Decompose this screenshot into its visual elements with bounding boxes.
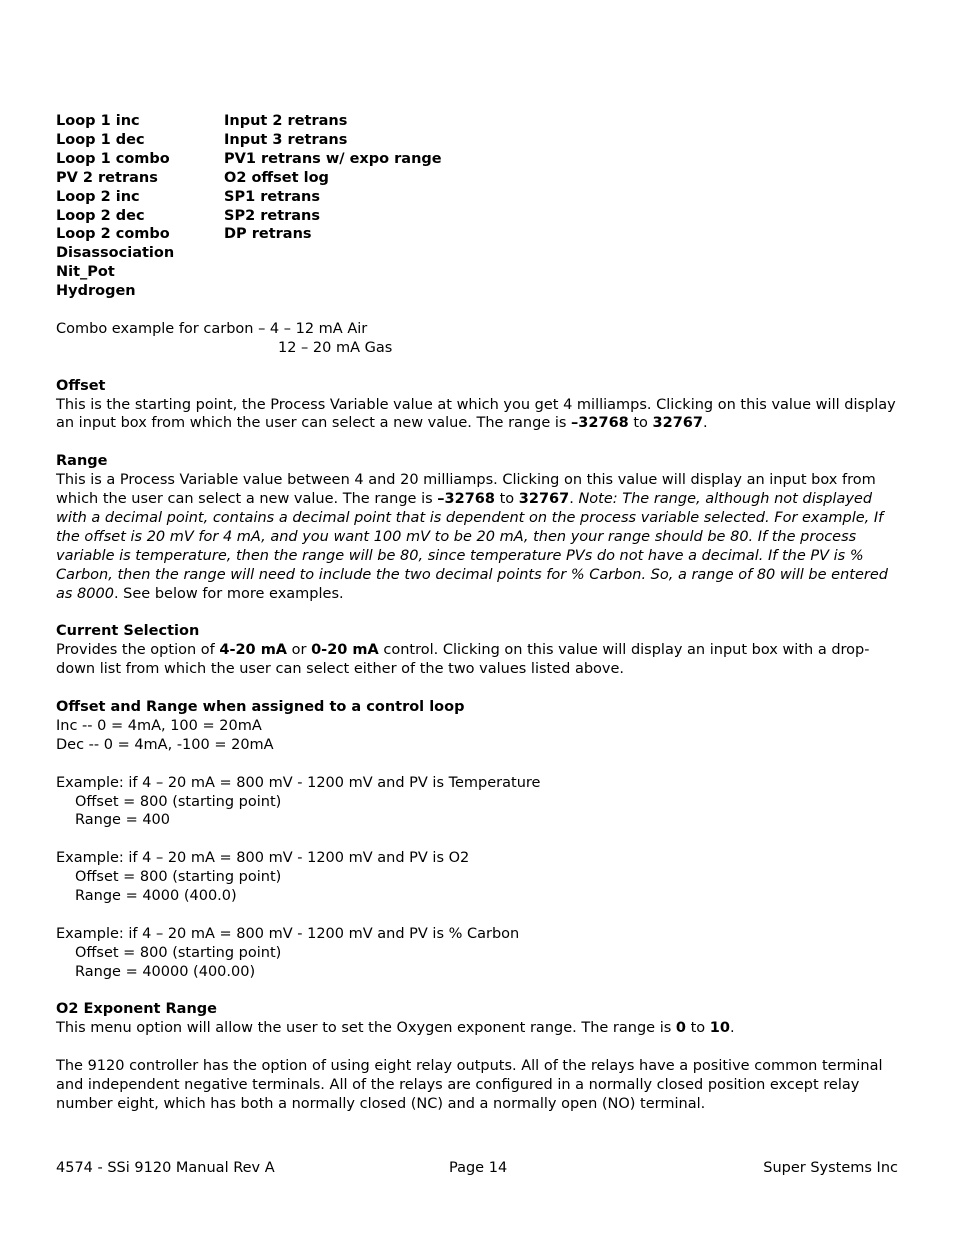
list-item: SP1 retrans <box>224 188 321 205</box>
list-item: PV1 retrans w/ expo range <box>224 150 442 167</box>
range-note: Note: The range, although not displayed with a decimal point, contains a decimal point that is dependent on the process variable selected. For example, If the offset is 20 mV for 4 mA, and you want 100 mV to be 20 mA, then your range should be 80. If the process variable is temperature, then the range will be 80, since temperature PVs do not have a decimal. If the PV is % Carbon, then the range will need to include the two decimal points for % Carbon. So, a range of 80 will be entered as 8000 <box>56 491 888 602</box>
range-heading: Range <box>56 453 108 470</box>
document-body <box>56 112 896 1114</box>
option-list-column-1 <box>56 112 224 301</box>
example-offset: Offset = 800 (starting point) <box>75 869 282 886</box>
list-item: O2 offset log <box>224 169 329 186</box>
list-item: Loop 1 inc <box>56 113 140 129</box>
list-item: DP retrans <box>224 226 312 243</box>
footer-page-number: Page 14 <box>449 1160 508 1176</box>
example-title: Example: if 4 – 20 mA = 800 mV - 1200 mV and PV is % Carbon <box>56 925 520 942</box>
list-item: Input 2 retrans <box>224 113 348 129</box>
control-loop-heading: Offset and Range when assigned to a control loop <box>56 699 465 716</box>
list-item: Loop 2 inc <box>56 188 140 205</box>
combo-example-line-1: Combo example for carbon – 4 – 12 mA Air <box>56 320 368 337</box>
offset-heading: Offset <box>56 377 106 394</box>
example-title: Example: if 4 – 20 mA = 800 mV - 1200 mV and PV is Temperature <box>56 774 541 791</box>
o2-exponent-paragraph: This menu option will allow the user to set the Oxygen exponent range. The range is 0 to 10. <box>56 1020 735 1037</box>
list-item: Loop 2 combo <box>56 226 170 243</box>
o2-exponent-heading: O2 Exponent Range <box>56 1001 218 1018</box>
list-item: PV 2 retrans <box>56 169 158 186</box>
list-item: SP2 retrans <box>224 207 321 224</box>
list-item: Loop 1 combo <box>56 150 170 167</box>
example-offset: Offset = 800 (starting point) <box>75 944 282 961</box>
example-range: Range = 40000 (400.00) <box>75 963 256 980</box>
list-item: Input 3 retrans <box>224 131 348 148</box>
combo-example-line-2: 12 – 20 mA Gas <box>278 339 393 356</box>
page-footer <box>56 1160 898 1180</box>
current-selection-paragraph: Provides the option of 4-20 mA or 0-20 mA control. Clicking on this value will display an input box with a drop-down list from which the user can select either of the two values listed above. <box>56 642 870 678</box>
footer-company: Super Systems Inc <box>763 1160 898 1176</box>
option-list-column-2 <box>224 112 524 301</box>
example-offset: Offset = 800 (starting point) <box>75 793 282 810</box>
example-range: Range = 400 <box>75 812 171 829</box>
loop-inc-line: Inc -- 0 = 4mA, 100 = 20mA <box>56 717 262 734</box>
relay-paragraph: The 9120 controller has the option of using eight relay outputs. All of the relays have a positive common terminal and independent negative terminals. All of the relays are configured in a normally closed position except relay number eight, which has both a normally closed (NC) and a normally open (NO) terminal. <box>56 1058 883 1112</box>
range-paragraph: This is a Process Variable value between 4 and 20 milliamps. Clicking on this value will display an input box from which the user can select a new value. The range is –32768 to 32767. Note: The range, although not displayed with a decimal point, contains a decimal point that is dependent on the process variable selected. For example, If the offset is 20 mV for 4 mA, and you want 100 mV to be 20 mA, then your range should be 80. If the process variable is temperature, then the range will be 80, since temperature PVs do not have a decimal. If the PV is % Carbon, then the range will need to include the two decimal points for % Carbon. So, a range of 80 will be entered as 8000. See below for more examples. <box>56 472 888 602</box>
current-selection-heading: Current Selection <box>56 623 200 640</box>
list-item: Hydrogen <box>56 283 136 300</box>
example-range: Range = 4000 (400.0) <box>75 888 237 905</box>
list-item: Disassociation <box>56 245 175 262</box>
loop-dec-line: Dec -- 0 = 4mA, -100 = 20mA <box>56 736 274 753</box>
offset-paragraph: This is the starting point, the Process Variable value at which you get 4 milliamps. Clicking on this value will display an input box from which the user can select a new value. The range is –32768 to 32767. <box>56 396 896 432</box>
list-item: Loop 2 dec <box>56 207 145 224</box>
list-item: Nit_Pot <box>56 264 115 281</box>
example-title: Example: if 4 – 20 mA = 800 mV - 1200 mV and PV is O2 <box>56 850 470 867</box>
footer-doc-id: 4574 - SSi 9120 Manual Rev A <box>56 1160 275 1176</box>
list-item: Loop 1 dec <box>56 131 145 148</box>
retrans-option-list <box>56 112 896 301</box>
